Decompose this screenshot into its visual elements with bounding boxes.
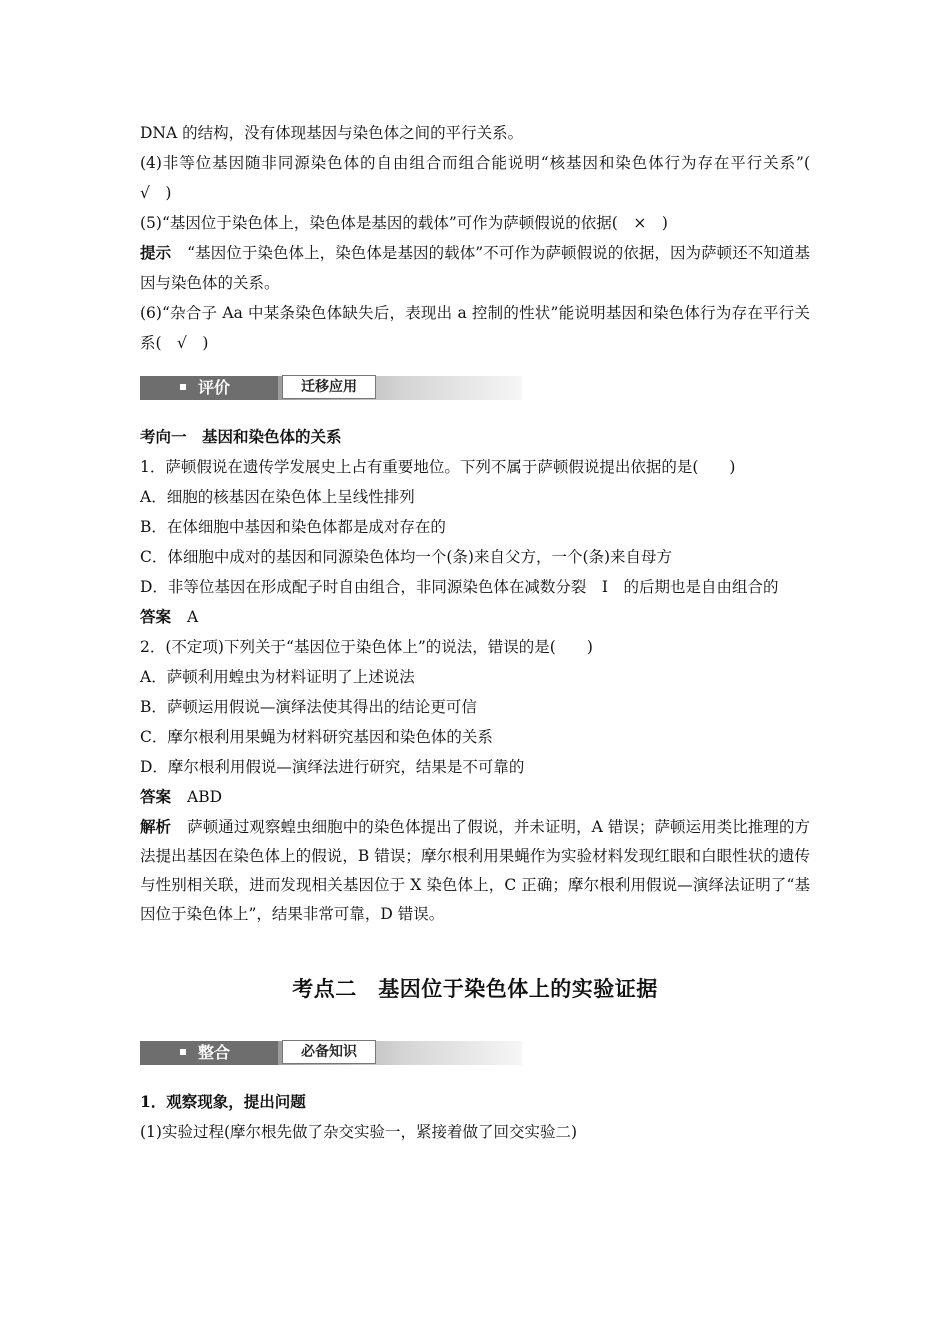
question-1-answer	[140, 602, 810, 632]
subheading: 1．观察现象，提出问题	[140, 1092, 306, 1111]
hint-label: 提示	[140, 243, 172, 262]
answer-label: 答案	[140, 607, 172, 626]
question-2-stem: 2．(不定项)下列关于“基因位于染色体上”的说法，错误的是( )	[140, 638, 593, 656]
answer-label: 答案	[140, 787, 172, 806]
question-2-option-d: D．摩尔根利用假说—演绎法进行研究，结果是不可靠的	[140, 758, 525, 776]
statement-5: (5)“基因位于染色体上，染色体是基因的载体”可作为萨顿假说的依据( × )	[140, 214, 668, 232]
question-1-stem: 1．萨顿假说在遗传学发展史上占有重要地位。下列不属于萨顿假说提出依据的是( )	[140, 458, 736, 476]
page-content	[140, 118, 826, 1147]
banner-tab-label: 迁移应用	[282, 375, 376, 399]
square-bullet-icon	[180, 384, 186, 390]
section-title: 考点二 基因位于染色体上的实验证据	[292, 977, 658, 1001]
question-2-option-b: B．萨顿运用假说—演绎法使其得出的结论更可信	[140, 698, 477, 716]
section-banner-evaluate	[140, 372, 522, 402]
banner-main-label: 整合	[198, 1043, 231, 1062]
hint	[140, 238, 810, 298]
text-line: DNA 的结构，没有体现基因与染色体之间的平行关系。	[140, 124, 524, 142]
section-banner-integrate	[140, 1037, 522, 1067]
direction-heading: 考向一 基因和染色体的关系	[140, 427, 342, 446]
answer-value: A	[187, 608, 199, 626]
question-2-analysis	[140, 812, 810, 929]
question-1-option-c: C．体细胞中成对的基因和同源染色体均一个(条)来自父方，一个(条)来自母方	[140, 548, 673, 566]
question-1-option-d: D．非等位基因在形成配子时自由组合，非同源染色体在减数分裂 Ⅰ 的后期也是自由组合的	[140, 578, 779, 596]
statement-4: (4)非等位基因随非同源染色体的自由组合而组合能说明“核基因和染色体行为存在平行关系”( √ )	[140, 154, 826, 202]
statement-6: (6)“杂合子 Aa 中某条染色体缺失后，表现出 a 控制的性状”能说明基因和染色体行为存在平行关系( √ )	[140, 304, 810, 352]
analysis-text: 萨顿通过观察蝗虫细胞中的染色体提出了假说，并未证明，A 错误；萨顿运用类比推理的方法提出基因在染色体上的假说，B 错误；摩尔根利用果蝇作为实验材料发现红眼和白眼性状的遗传与性别相关联，进而发现相关基因位于 X 染色体上，C 正确；摩尔根利用假说—演绎法证明了“基因位于染色体上”，结果非常可靠，D 错误。	[140, 818, 810, 923]
analysis-label: 解析	[140, 817, 172, 836]
hint-text: “基因位于染色体上，染色体是基因的载体”不可作为萨顿假说的依据，因为萨顿还不知道基因与染色体的关系。	[140, 244, 810, 292]
question-2-option-a: A．萨顿利用蝗虫为材料证明了上述说法	[140, 668, 415, 686]
square-bullet-icon	[180, 1049, 186, 1055]
text-line: (1)实验过程(摩尔根先做了杂交实验一，紧接着做了回交实验二)	[140, 1123, 578, 1141]
answer-value: ABD	[187, 788, 223, 806]
question-2-answer	[140, 782, 810, 812]
banner-main-label: 评价	[198, 378, 231, 397]
question-1-option-b: B．在体细胞中基因和染色体都是成对存在的	[140, 518, 446, 536]
question-1-option-a: A．细胞的核基因在染色体上呈线性排列	[140, 488, 415, 506]
question-2-option-c: C．摩尔根利用果蝇为材料研究基因和染色体的关系	[140, 728, 493, 746]
banner-tab-label: 必备知识	[282, 1040, 376, 1064]
